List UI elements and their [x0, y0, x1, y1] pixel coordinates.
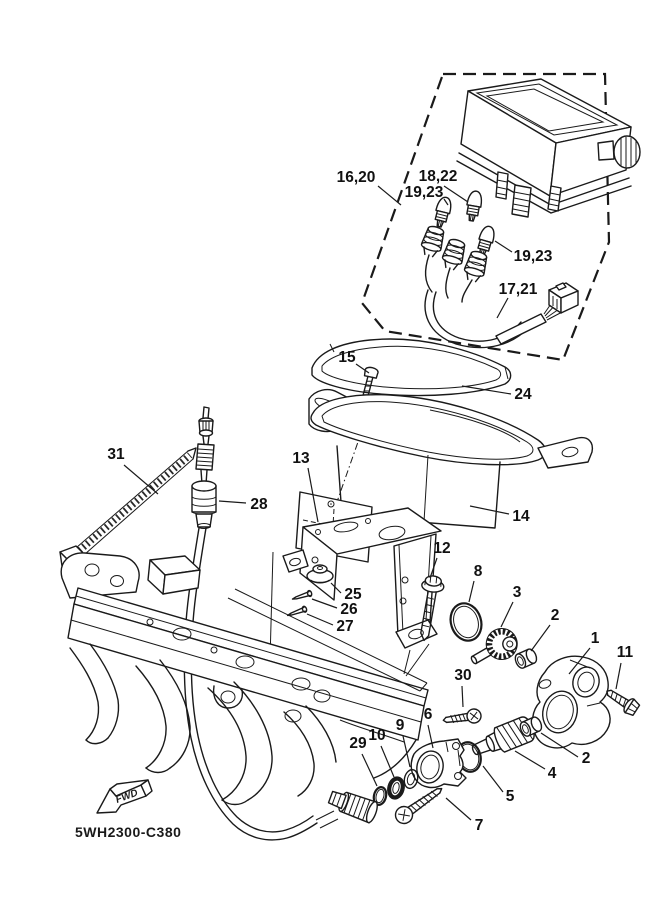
part-label-2: 2 [550, 607, 560, 624]
part-label-9: 9 [395, 717, 405, 734]
part-label-26: 26 [340, 601, 358, 618]
part-label-2: 2 [581, 750, 591, 767]
frame-drawing [61, 553, 428, 805]
leader-line-17-21 [497, 298, 508, 318]
part-label-11: 11 [616, 644, 634, 661]
part-label-15: 15 [338, 349, 356, 366]
part-label-7: 7 [474, 817, 484, 834]
part-label-30: 30 [454, 667, 472, 684]
leader-line-5 [483, 766, 503, 792]
part-label-19-23: 19,23 [513, 248, 553, 265]
drive-gear-3-drawing [465, 623, 523, 675]
leader-line-2 [531, 625, 550, 651]
leader-line-28 [219, 501, 246, 503]
leader-line-8 [469, 581, 474, 602]
part-label-4: 4 [547, 765, 557, 782]
oil-seal-10-drawing [386, 775, 407, 800]
part-code: 5WH2300-C380 [75, 824, 182, 840]
part-label-25: 25 [344, 586, 362, 603]
frame-box [148, 556, 200, 594]
leader-line-16-20 [378, 186, 401, 205]
part-label-28: 28 [250, 496, 268, 513]
cable-end-fitting [327, 787, 380, 824]
gear-unit-housing-drawing [533, 656, 611, 748]
leader-line-27 [307, 614, 333, 625]
part-label-29: 29 [349, 735, 367, 752]
part-label-16-20: 16,20 [336, 169, 376, 186]
leader-line-29 [362, 754, 377, 786]
part-label-6: 6 [423, 706, 433, 723]
part-label-24: 24 [514, 386, 532, 403]
leader-line-11 [616, 663, 621, 689]
part-label-19-23: 19,23 [404, 184, 444, 201]
part-label-14: 14 [512, 508, 530, 525]
leader-line-26 [312, 599, 337, 608]
part-label-3: 3 [512, 584, 522, 601]
meter-bracket-drawing [283, 508, 441, 648]
part-label-27: 27 [336, 618, 354, 635]
part-label-17-21: 17,21 [498, 281, 538, 298]
screw-7-drawing [392, 782, 446, 827]
leader-line-30 [462, 686, 463, 707]
fwd-arrow-label: FWD [114, 787, 140, 806]
cable-holder-6-drawing [411, 739, 466, 787]
o-ring-8-drawing [446, 599, 486, 644]
leader-line-7 [446, 798, 471, 820]
bushing-2-upper-drawing [513, 647, 538, 669]
cable-grommet-28 [192, 481, 216, 529]
meter-unit-drawing [457, 79, 640, 217]
leader-line-3 [501, 602, 513, 627]
leader-line-10 [381, 746, 394, 777]
part-label-18-22: 18,22 [418, 168, 458, 185]
leader-line-19-23 [495, 241, 512, 252]
part-label-31: 31 [107, 446, 125, 463]
leader-line-31 [124, 465, 158, 494]
part-label-12: 12 [433, 540, 451, 557]
harness-connector [549, 283, 578, 313]
screw-30-drawing [442, 708, 482, 727]
part-label-5: 5 [505, 788, 515, 805]
part-label-13: 13 [292, 450, 310, 467]
part-label-1: 1 [590, 630, 600, 647]
bolt-alignment-lines [404, 644, 429, 676]
fwd-arrow [97, 780, 152, 813]
leader-line-4 [515, 751, 545, 769]
part-label-8: 8 [473, 563, 483, 580]
leader-line-14 [470, 506, 509, 514]
part-label-10: 10 [368, 727, 386, 744]
